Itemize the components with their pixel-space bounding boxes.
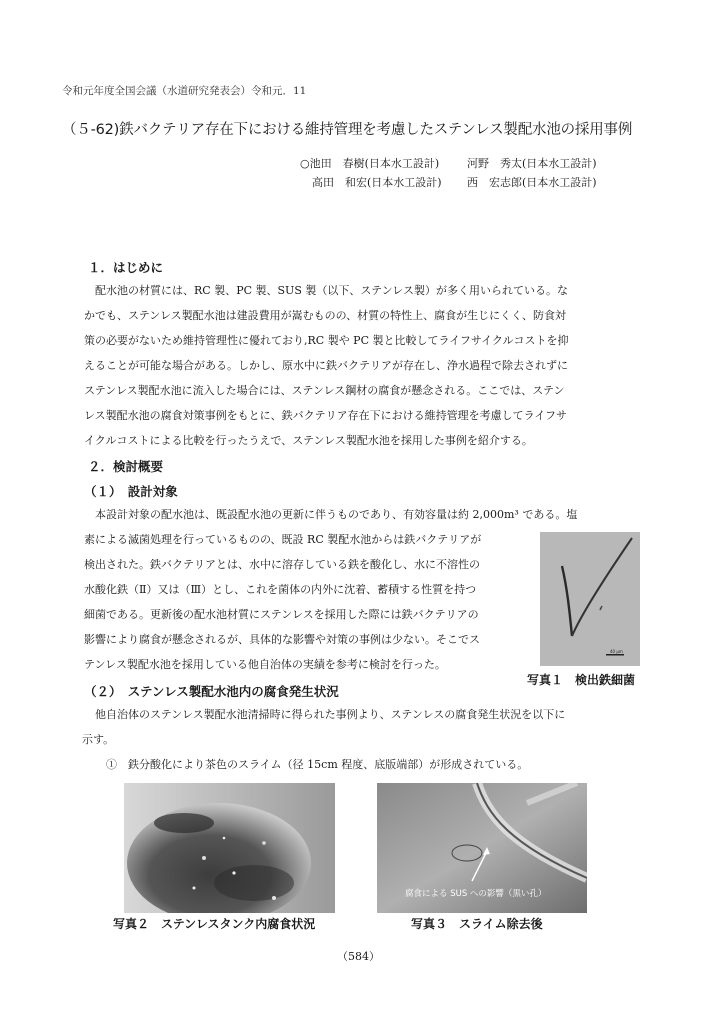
author-name: 河野 秀太(日本水工設計) <box>467 157 597 170</box>
text-line: ① 鉄分酸化により茶色のスライム（径 15cm 程度、底版端部）が形成されている。 <box>84 758 529 771</box>
author-name: 西 宏志郎(日本水工設計) <box>467 176 597 189</box>
author-row <box>300 154 630 173</box>
text-line: えることが可能な場合がある。しかし、原水中に鉄バクテリアが存在し、浄水過程で除去されずに <box>84 359 568 372</box>
author-name: 高田 和宏(日本水工設計) <box>312 176 442 189</box>
text-line: 配水池の材質には、RC 製、PC 製、SUS 製（以下、ステンレス製）が多く用いられている。な <box>84 284 568 297</box>
text-line: かでも、ステンレス製配水池は建設費用が嵩むものの、材質の特性上、腐食が生じにくく、防食対 <box>84 309 566 322</box>
intro-paragraph <box>84 278 632 453</box>
scale-bar-label: 40 µm <box>610 649 623 654</box>
text-line: イクルコストによる比較を行ったうえで、ステンレス製配水池を採用した事例を紹介する。 <box>84 434 533 447</box>
subsection-heading-corrosion: （２） ステンレス製配水池内の腐食発生状況 <box>84 684 339 699</box>
target-paragraph <box>84 527 529 677</box>
bacteria-photo <box>540 532 640 666</box>
text-line: ステンレス製配水池に流入した場合には、ステンレス鋼材の腐食が懸念される。ここでは、ステン <box>84 384 565 397</box>
text-line: 水酸化鉄（Ⅱ）又は（Ⅲ）とし、これを菌体の内外に沈着、蓄積する性質を持つ <box>84 583 477 596</box>
text-line: 策の必要がないため維持管理性に優れており,RC 製や PC 製と比較してライフサイクルコストを抑 <box>84 334 569 347</box>
subsection-heading-target: （１） 設計対象 <box>84 484 178 499</box>
photo2-caption: 写真２ ステンレスタンク内腐食状況 <box>113 917 316 931</box>
text-line: 他自治体のステンレス製配水池清掃時に得られた事例より、ステンレスの腐食発生状況を以下に <box>84 708 566 721</box>
bacteria-micrograph-image <box>540 532 640 666</box>
text-line: 影響により腐食が懸念されるが、具体的な影響や対策の事例は少ない。そこでス <box>84 633 480 646</box>
paper-title: （５-62)鉄バクテリア存在下における維持管理を考慮したステンレス製配水池の採用事例 <box>62 122 633 138</box>
page-number: （584） <box>337 950 380 963</box>
author-list <box>300 154 630 192</box>
text-line: テンレス製配水池を採用している他自治体の実績を参考に検討を行った。 <box>84 658 446 671</box>
author-name: ○池田 春樹(日本水工設計) <box>300 157 440 170</box>
text-line: レス製配水池の腐食対策事例をもとに、鉄バクテリア存在下における維持管理を考慮してライフサ <box>84 409 568 422</box>
text-line: 本設計対象の配水池は、既設配水池の更新に伴うものであり、有効容量は約 2,000m³ である。塩 <box>84 508 578 521</box>
text-line: 細菌である。更新後の配水池材質にステンレスを採用した際には鉄バクテリアの <box>84 608 479 621</box>
text-line: 素による滅菌処理を行っているものの、既設 RC 製配水池からは鉄バクテリアが <box>84 533 482 546</box>
section-heading-overview: ２．検討概要 <box>88 459 164 474</box>
page-header: 令和元年度全国会議（水道研究発表会）令和元．11 <box>62 85 307 97</box>
target-paragraph-first <box>84 502 632 527</box>
photo3-annotation: 腐食による SUS への影響（黒い孔） <box>405 889 547 899</box>
section-heading-intro: １．はじめに <box>88 260 164 275</box>
corrosion-paragraph <box>84 702 644 777</box>
author-row <box>300 173 630 192</box>
after-slime-removal-photo <box>377 783 587 913</box>
tank-corrosion-image <box>124 783 335 913</box>
after-slime-removal-image <box>377 783 587 913</box>
text-line: 検出された。鉄バクテリアとは、水中に溶存している鉄を酸化し、水に不溶性の <box>84 558 480 571</box>
text-line: 示す。 <box>82 733 115 746</box>
photo1-caption: 写真１ 検出鉄細菌 <box>527 673 636 687</box>
photo3-caption: 写真３ スライム除去後 <box>411 917 543 931</box>
tank-corrosion-photo <box>124 783 335 913</box>
